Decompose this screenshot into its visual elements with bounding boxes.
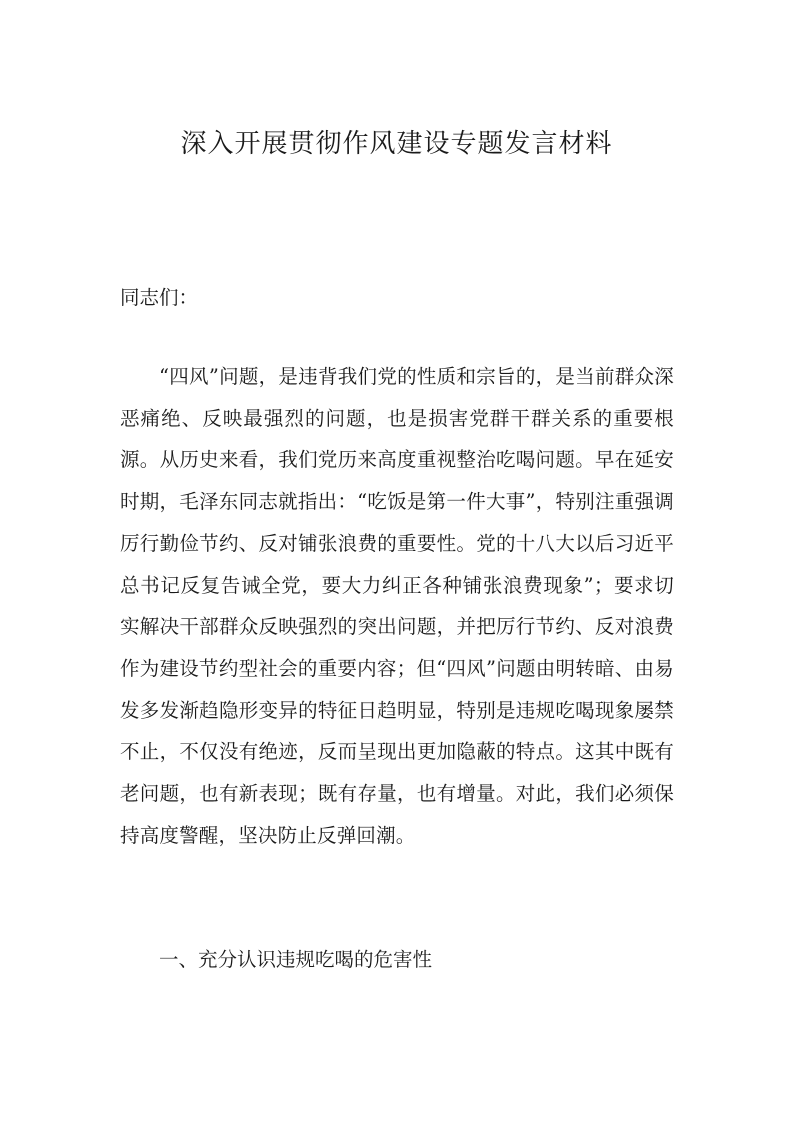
salutation: 同志们： bbox=[120, 286, 199, 309]
body-paragraph: “四风”问题，是违背我们党的性质和宗旨的，是当前群众深恶痛绝、反映最强烈的问题，也是损害党群干群关系的重要根源。从历史来看，我们党历来高度重视整治吃喝问题。早在延安时期，毛泽东同志就指出：“吃饭是第一件大事”，特别注重强调厉行勤俭节约、反对铺张浪费的重要性。党的十八大以后习近平总书记反复告诫全党，要大力纠正各种铺张浪费现象”；要求切实解决干部群众反映强烈的突出问题，并把厉行节约、反对浪费作为建设节约型社会的重要内容；但“四风”问题由明转暗、由易发多发渐趋隐形变异的特征日趋明显，特别是违规吃喝现象屡禁不止，不仅没有绝迹，反而呈现出更加隐蔽的特点。这其中既有老问题，也有新表现；既有存量，也有增量。对此，我们必须保持高度警醒，坚决防止反弹回潮。 bbox=[120, 365, 674, 847]
document-title: 深入开展贯彻作风建设专题发言材料 bbox=[180, 129, 613, 159]
section-heading: 一、充分认识违规吃喝的危害性 bbox=[159, 948, 433, 971]
